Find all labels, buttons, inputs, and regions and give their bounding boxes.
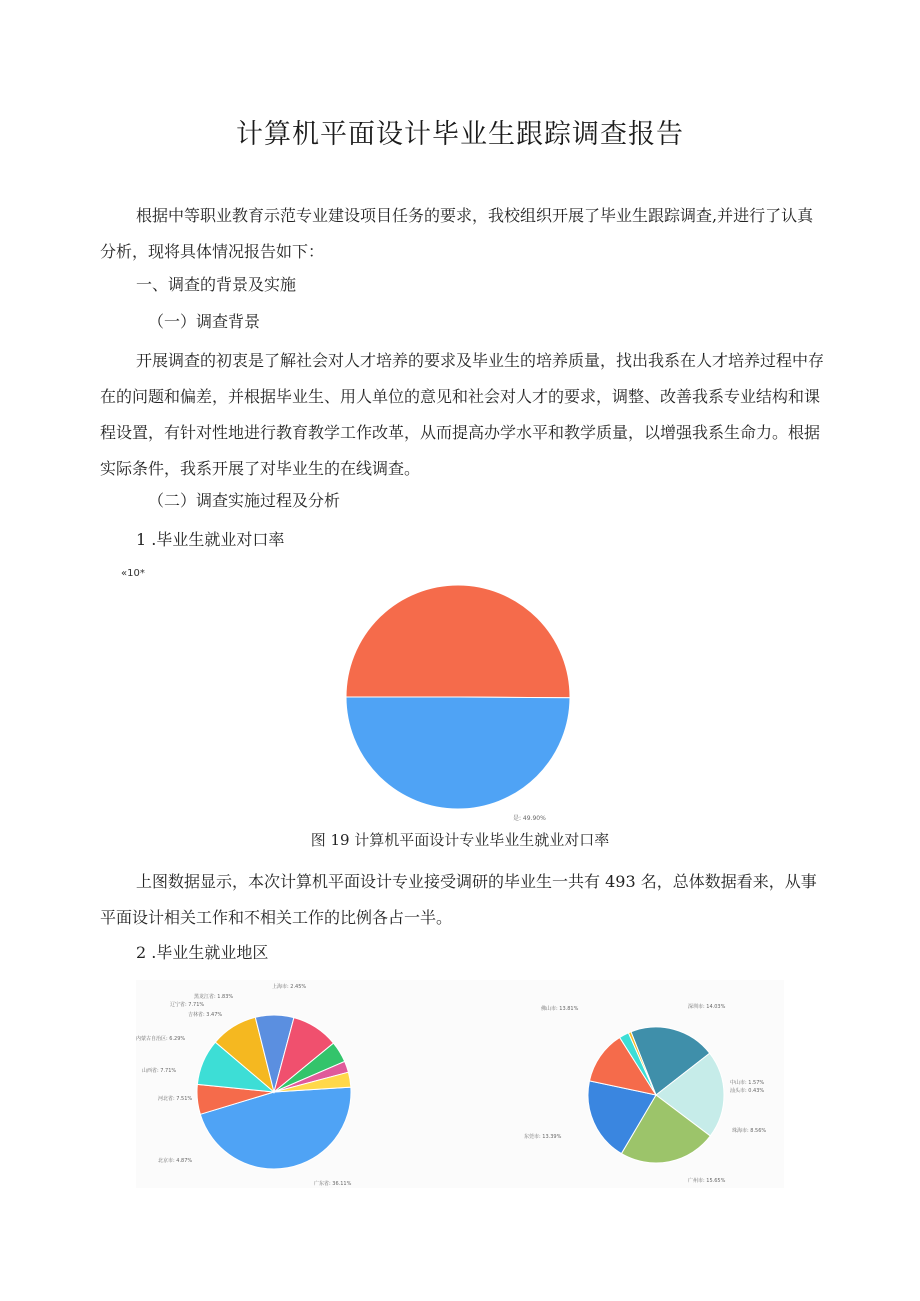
label-liaoning: 辽宁省: 7.71% xyxy=(170,1002,205,1008)
background-paragraph: 开展调查的初衷是了解社会对人才培养的要求及毕业生的培养质量，找出我系在人才培养过程中存在的问题和偏差，并根据毕业生、用人单位的意见和社会对人才的要求，调整、改善我系专业结构和课程设置，有针对性地进行教育教学工作改革，从而提高办学水平和教学质量，以增强我系生命力。根据实际条件，我系开展了对毕业生的在线调查。 xyxy=(100,351,825,478)
pie-data-label-match: 是: 49.90% xyxy=(513,815,546,822)
label-shanxi: 山西省: 7.71% xyxy=(142,1068,177,1074)
match-rate-pie-chart xyxy=(330,580,590,825)
section-heading-1: 一、调查的背景及实施 xyxy=(136,275,297,294)
subsection-heading-process: （二）调查实施过程及分析 xyxy=(148,491,341,510)
region-pie-charts xyxy=(136,980,784,1188)
province-pie-chart xyxy=(197,1015,351,1169)
figure-caption: 图 19 计算机平面设计专业毕业生就业对口率 xyxy=(310,831,610,849)
intro-paragraph: 根据中等职业教育示范专业建设项目任务的要求，我校组织开展了毕业生跟踪调查,并进行了认真分析，现将具体情况报告如下： xyxy=(100,206,814,261)
pie-slice-not-match xyxy=(346,585,570,698)
pie-slice-match xyxy=(346,697,570,809)
label-dongguan: 东莞市: 13.39% xyxy=(524,1134,562,1140)
label-heilongjiang: 黑龙江省: 1.83% xyxy=(194,994,234,1000)
label-neimenggu: 内蒙古自治区: 6.29% xyxy=(136,1036,186,1042)
label-zhuhai: 珠海市: 8.56% xyxy=(732,1128,767,1134)
result-paragraph: 上图数据显示，本次计算机平面设计专业接受调研的毕业生一共有 493 名，总体数据看来，从事平面设计相关工作和不相关工作的比例各占一半。 xyxy=(100,872,817,927)
subsection-heading-background: （一）调查背景 xyxy=(148,312,261,331)
employment-region-charts xyxy=(136,980,784,1188)
label-guangzhou: 广州市: 15.65% xyxy=(688,1178,726,1184)
label-jilin: 吉林省: 3.47% xyxy=(188,1012,223,1018)
chart-corner-mark: «10* xyxy=(121,568,145,579)
label-shantou: 汕头市: 0.43% xyxy=(730,1088,765,1094)
label-beijing: 北京市: 4.87% xyxy=(158,1158,193,1164)
page-title: 计算机平面设计毕业生跟踪调查报告 xyxy=(236,119,684,150)
item-heading-match-rate: 1 .毕业生就业对口率 xyxy=(136,530,285,549)
label-zhongshan: 中山市: 1.57% xyxy=(730,1080,765,1086)
item-heading-region: 2 .毕业生就业地区 xyxy=(136,943,269,962)
label-shenzhen: 深圳市: 14.03% xyxy=(688,1004,726,1010)
label-guangdong: 广东省: 36.11% xyxy=(314,1181,352,1187)
label-foshan: 佛山市: 13.81% xyxy=(541,1006,579,1012)
label-shanghai: 上海市: 2.45% xyxy=(272,984,307,990)
label-hebei: 河北省: 7.51% xyxy=(158,1096,193,1102)
city-pie-chart xyxy=(588,1027,724,1163)
